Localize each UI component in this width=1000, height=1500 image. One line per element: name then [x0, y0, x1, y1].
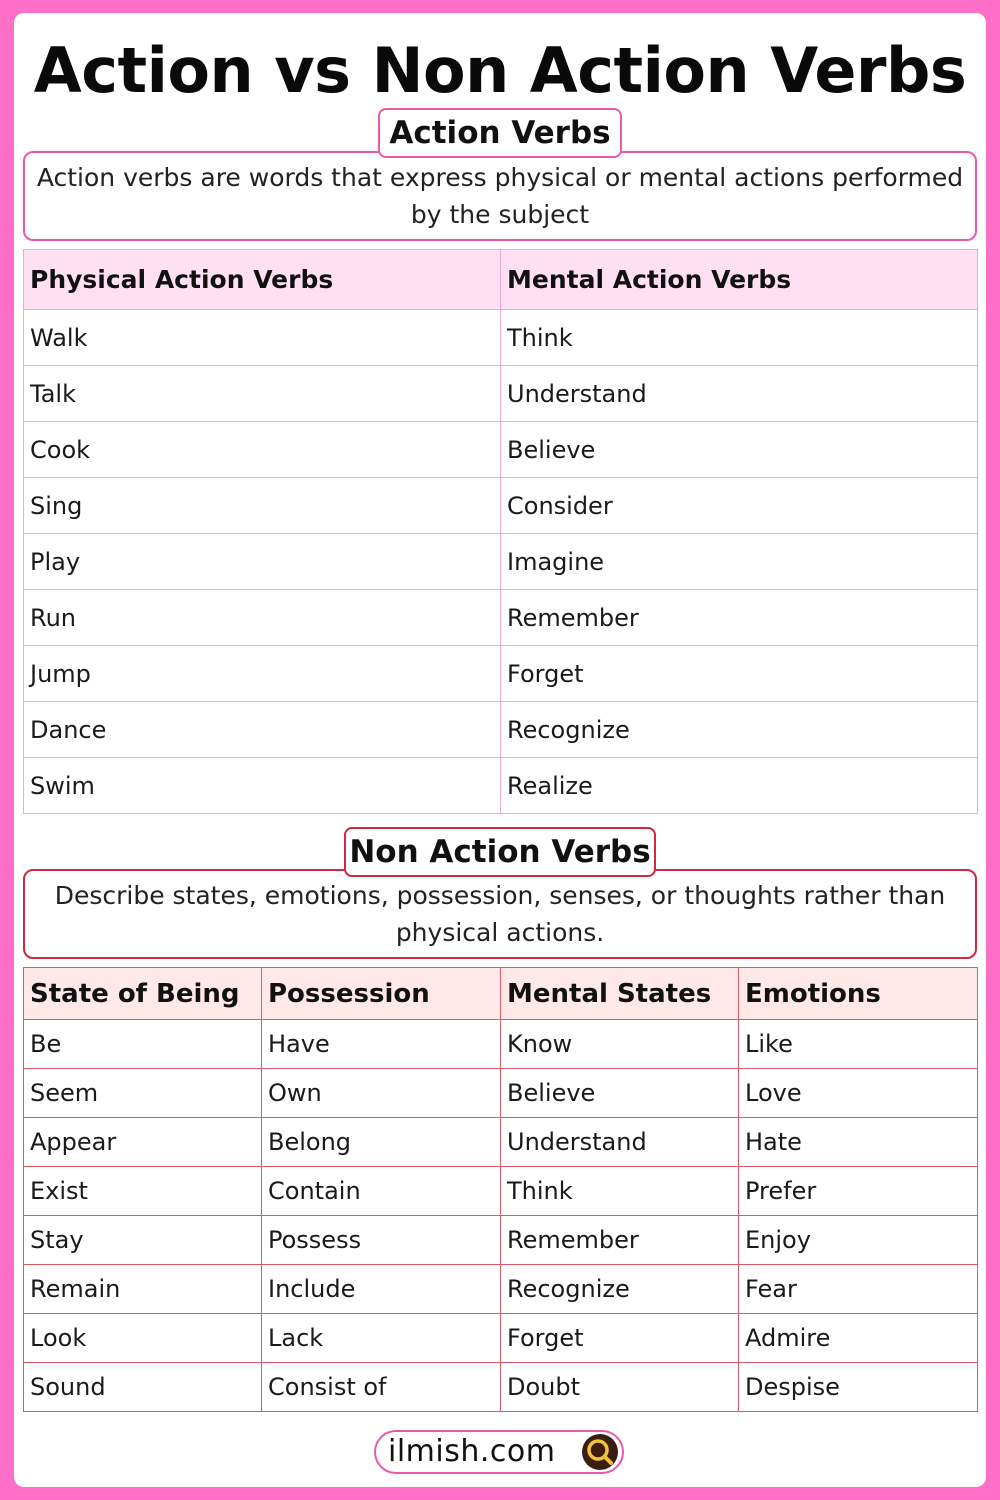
- table-cell: Include: [262, 1265, 501, 1314]
- table-cell: Prefer: [739, 1167, 978, 1216]
- table-cell: Doubt: [501, 1363, 739, 1412]
- page-title: Action vs Non Action Verbs: [33, 34, 967, 107]
- table-row: [24, 534, 978, 590]
- table-cell: Be: [24, 1020, 262, 1069]
- table-row: [24, 366, 978, 422]
- table-cell: Know: [501, 1020, 739, 1069]
- non-action-verbs-heading: Non Action Verbs: [344, 827, 656, 877]
- table-cell: Belong: [262, 1118, 501, 1167]
- table-cell: Like: [739, 1020, 978, 1069]
- table-cell: Hate: [739, 1118, 978, 1167]
- table-row: [24, 1363, 978, 1412]
- table-row: [24, 478, 978, 534]
- table-cell: Appear: [24, 1118, 262, 1167]
- table-cell: Cook: [24, 422, 501, 478]
- table-cell: Own: [262, 1069, 501, 1118]
- table-cell: Admire: [739, 1314, 978, 1363]
- table-cell: Jump: [24, 646, 501, 702]
- table-cell: Walk: [24, 310, 501, 366]
- table-cell: Consider: [501, 478, 978, 534]
- table-cell: Believe: [501, 422, 978, 478]
- table-cell: Exist: [24, 1167, 262, 1216]
- action-verbs-heading: Action Verbs: [378, 108, 622, 158]
- table-cell: Despise: [739, 1363, 978, 1412]
- search-icon: [582, 1434, 618, 1470]
- table-row: [24, 1069, 978, 1118]
- table-cell: Have: [262, 1020, 501, 1069]
- table-cell: Recognize: [501, 1265, 739, 1314]
- table-cell: Remember: [501, 1216, 739, 1265]
- table-cell: Lack: [262, 1314, 501, 1363]
- table-cell: Love: [739, 1069, 978, 1118]
- table-cell: Think: [501, 310, 978, 366]
- table-row: [24, 1167, 978, 1216]
- table-cell: Remain: [24, 1265, 262, 1314]
- table-row: [24, 1118, 978, 1167]
- table-cell: Imagine: [501, 534, 978, 590]
- table-cell: Consist of: [262, 1363, 501, 1412]
- table-row: [24, 1216, 978, 1265]
- table-cell: Stay: [24, 1216, 262, 1265]
- table-header-row: [24, 250, 978, 310]
- table-header-row: [24, 968, 978, 1020]
- table-cell: Recognize: [501, 702, 978, 758]
- non-action-verbs-table: [23, 967, 978, 1412]
- table-cell: Sound: [24, 1363, 262, 1412]
- table-cell: Possess: [262, 1216, 501, 1265]
- table-cell: Believe: [501, 1069, 739, 1118]
- table-row: [24, 1314, 978, 1363]
- column-header: Possession: [262, 968, 501, 1020]
- column-header: Mental Action Verbs: [501, 250, 978, 310]
- table-row: [24, 702, 978, 758]
- action-verbs-description: Action verbs are words that express physical or mental actions performed by the subject: [23, 151, 977, 241]
- table-row: [24, 1020, 978, 1069]
- table-cell: Forget: [501, 1314, 739, 1363]
- table-cell: Play: [24, 534, 501, 590]
- table-cell: Forget: [501, 646, 978, 702]
- table-cell: Remember: [501, 590, 978, 646]
- column-header: Mental States: [501, 968, 739, 1020]
- column-header: Emotions: [739, 968, 978, 1020]
- table-row: [24, 1265, 978, 1314]
- table-cell: Understand: [501, 1118, 739, 1167]
- table-cell: Talk: [24, 366, 501, 422]
- table-row: [24, 758, 978, 814]
- infographic-card: [14, 13, 986, 1487]
- table-cell: Look: [24, 1314, 262, 1363]
- table-cell: Realize: [501, 758, 978, 814]
- table-cell: Swim: [24, 758, 501, 814]
- table-row: [24, 310, 978, 366]
- table-row: [24, 422, 978, 478]
- table-cell: Contain: [262, 1167, 501, 1216]
- table-cell: Dance: [24, 702, 501, 758]
- table-cell: Run: [24, 590, 501, 646]
- table-row: [24, 646, 978, 702]
- action-verbs-table: [23, 249, 978, 814]
- column-header: State of Being: [24, 968, 262, 1020]
- column-header: Physical Action Verbs: [24, 250, 501, 310]
- table-cell: Enjoy: [739, 1216, 978, 1265]
- table-cell: Seem: [24, 1069, 262, 1118]
- table-row: [24, 590, 978, 646]
- table-cell: Think: [501, 1167, 739, 1216]
- table-cell: Understand: [501, 366, 978, 422]
- table-cell: Sing: [24, 478, 501, 534]
- non-action-verbs-description: Describe states, emotions, possession, senses, or thoughts rather than physical actions.: [23, 869, 977, 959]
- site-badge[interactable]: [374, 1430, 624, 1474]
- table-cell: Fear: [739, 1265, 978, 1314]
- site-url: ilmish.com: [388, 1434, 556, 1469]
